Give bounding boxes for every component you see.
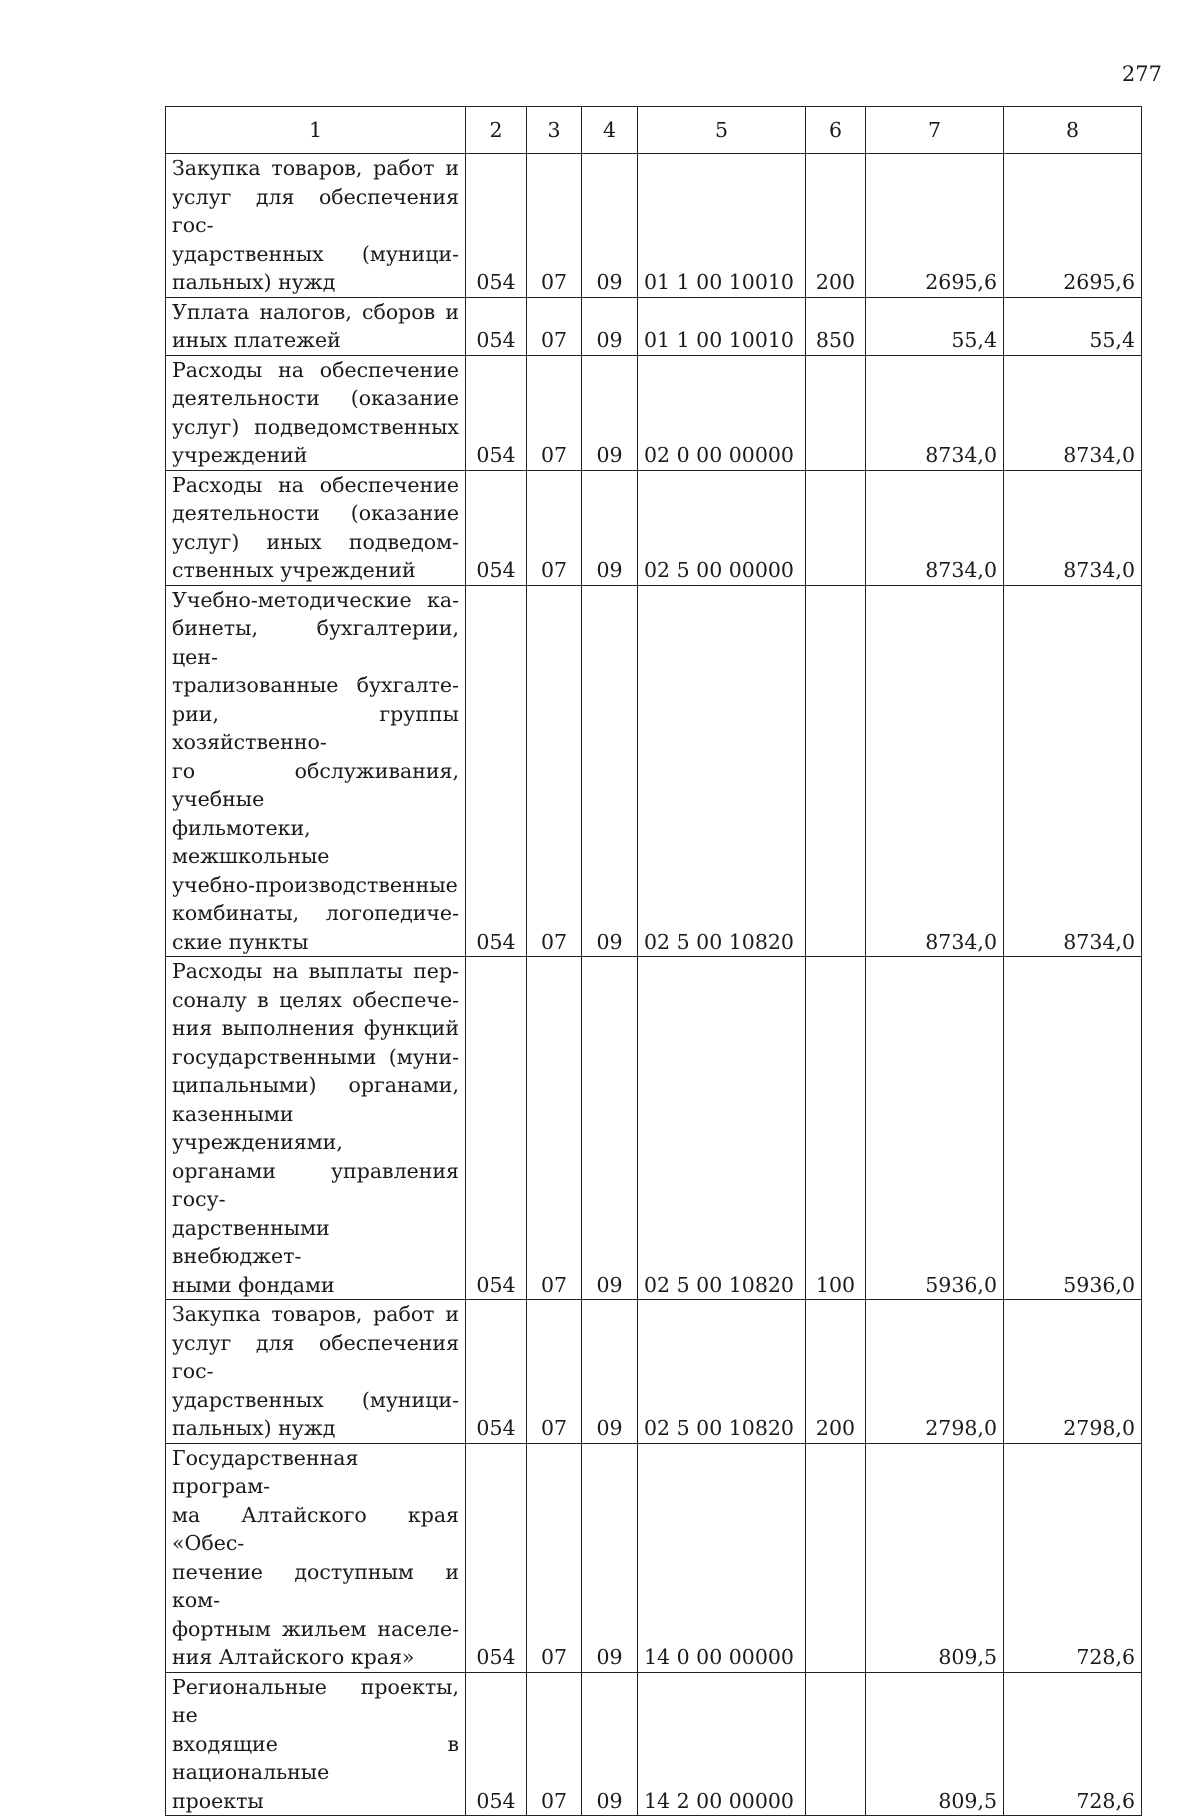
item-name-line: Расходы на выплаты пер- — [172, 959, 459, 983]
item-name-cell — [166, 1300, 466, 1444]
item-name-cell — [166, 1672, 466, 1816]
item-name-line: ципальными) органами, — [172, 1073, 459, 1097]
item-name-line: деятельности (оказание — [172, 501, 459, 525]
header-row — [166, 107, 1142, 154]
amount-col7-cell: 2695,6 — [866, 154, 1004, 298]
item-name-line: Расходы на обеспечение — [172, 357, 459, 382]
ministry-code-cell: 054 — [466, 957, 527, 1300]
target-article-cell: 02 5 00 10820 — [638, 957, 806, 1300]
item-name-line: трализованные бухгалте- — [172, 673, 459, 697]
item-name-line: Закупка товаров, работ и — [172, 1302, 459, 1326]
item-name-line: услуг для обеспечения гос- — [172, 1330, 459, 1383]
header-cell: 8 — [1004, 107, 1142, 154]
item-name-line: казенными учреждениями, — [172, 1101, 343, 1154]
ministry-code-cell: 054 — [466, 470, 527, 585]
item-name-line: Государственная програм- — [172, 1445, 359, 1498]
subsection-code-cell: 09 — [582, 355, 638, 470]
item-name-line: ными фондами — [172, 1272, 335, 1297]
item-name-line: услуг) иных подведом- — [172, 529, 459, 554]
amount-col8-cell: 5936,0 — [1004, 957, 1142, 1300]
item-name-line: ния Алтайского края» — [172, 1645, 415, 1669]
section-code-cell: 07 — [527, 154, 582, 298]
amount-col7-cell: 2798,0 — [866, 1300, 1004, 1444]
table-body — [166, 154, 1142, 1816]
item-name-line: го обслуживания, учебные — [172, 758, 459, 811]
item-name-line: Учебно-методические ка- — [172, 587, 459, 612]
item-name-cell — [166, 1443, 466, 1672]
item-name-line: Закупка товаров, работ и — [172, 156, 459, 180]
item-name-line: государственными (муни- — [172, 1044, 459, 1069]
header-cell: 2 — [466, 107, 527, 154]
item-name-line: услуг для обеспечения гос- — [172, 184, 459, 237]
target-article-cell: 02 5 00 10820 — [638, 585, 806, 957]
table-row — [166, 1672, 1142, 1816]
header-cell: 7 — [866, 107, 1004, 154]
item-name-cell — [166, 355, 466, 470]
target-article-cell: 02 5 00 10820 — [638, 1300, 806, 1444]
amount-col7-cell: 8734,0 — [866, 585, 1004, 957]
table-row — [166, 1443, 1142, 1672]
table-row — [166, 297, 1142, 355]
amount-col7-cell: 55,4 — [866, 297, 1004, 355]
item-name-line: комбинаты, логопедиче- — [172, 901, 459, 925]
subsection-code-cell: 09 — [582, 957, 638, 1300]
item-name-cell — [166, 585, 466, 957]
section-code-cell: 07 — [527, 1300, 582, 1444]
amount-col8-cell: 728,6 — [1004, 1672, 1142, 1816]
item-name-line: ственных учреждений — [172, 558, 416, 582]
item-name-line: ния выполнения функций — [172, 1016, 459, 1040]
item-name-line: входящие в национальные — [172, 1731, 459, 1784]
budget-table — [165, 106, 1142, 1816]
section-code-cell: 07 — [527, 297, 582, 355]
item-name-cell — [166, 470, 466, 585]
subsection-code-cell: 09 — [582, 470, 638, 585]
amount-col8-cell: 8734,0 — [1004, 470, 1142, 585]
subsection-code-cell: 09 — [582, 1672, 638, 1816]
amount-col7-cell: 8734,0 — [866, 470, 1004, 585]
expense-type-cell — [806, 1443, 866, 1672]
item-name-line: фортным жильем населе- — [172, 1616, 459, 1641]
item-name-cell — [166, 957, 466, 1300]
item-name-line: иных платежей — [172, 328, 341, 352]
subsection-code-cell: 09 — [582, 297, 638, 355]
item-name-line: проекты — [172, 1788, 264, 1813]
header-cell: 5 — [638, 107, 806, 154]
item-name-line: ударственных (муници- — [172, 241, 459, 266]
item-name-line: рии, группы хозяйственно- — [172, 701, 459, 754]
amount-col8-cell: 8734,0 — [1004, 355, 1142, 470]
subsection-code-cell: 09 — [582, 1300, 638, 1444]
header-cell: 1 — [166, 107, 466, 154]
subsection-code-cell: 09 — [582, 1443, 638, 1672]
ministry-code-cell: 054 — [466, 297, 527, 355]
item-name-line: соналу в целях обеспече- — [172, 987, 459, 1012]
target-article-cell: 01 1 00 10010 — [638, 154, 806, 298]
amount-col8-cell: 2798,0 — [1004, 1300, 1142, 1444]
table-row — [166, 154, 1142, 298]
table-row — [166, 470, 1142, 585]
target-article-cell: 14 2 00 00000 — [638, 1672, 806, 1816]
table-row — [166, 585, 1142, 957]
item-name-line: ударственных (муници- — [172, 1387, 459, 1412]
table-row — [166, 957, 1142, 1300]
section-code-cell: 07 — [527, 1443, 582, 1672]
section-code-cell: 07 — [527, 470, 582, 585]
ministry-code-cell: 054 — [466, 154, 527, 298]
item-name-line: бинеты, бухгалтерии, цен- — [172, 616, 459, 669]
table-row — [166, 355, 1142, 470]
ministry-code-cell: 054 — [466, 1672, 527, 1816]
page-number: 277 — [1121, 62, 1162, 86]
amount-col8-cell: 8734,0 — [1004, 585, 1142, 957]
amount-col7-cell: 5936,0 — [866, 957, 1004, 1300]
item-name-line: учреждений — [172, 443, 308, 467]
item-name-line: печение доступным и ком- — [172, 1559, 459, 1612]
header-cell: 6 — [806, 107, 866, 154]
expense-type-cell — [806, 355, 866, 470]
ministry-code-cell: 054 — [466, 585, 527, 957]
item-name-line: Расходы на обеспечение — [172, 472, 459, 497]
amount-col8-cell: 55,4 — [1004, 297, 1142, 355]
amount-col7-cell: 809,5 — [866, 1672, 1004, 1816]
item-name-line: фильмотеки, межшкольные — [172, 815, 330, 868]
subsection-code-cell: 09 — [582, 585, 638, 957]
item-name-line: деятельности (оказание — [172, 386, 459, 410]
amount-col7-cell: 8734,0 — [866, 355, 1004, 470]
target-article-cell: 14 0 00 00000 — [638, 1443, 806, 1672]
table-row — [166, 1300, 1142, 1444]
item-name-line: пальных) нужд — [172, 270, 336, 294]
subsection-code-cell: 09 — [582, 154, 638, 298]
item-name-cell — [166, 297, 466, 355]
amount-col7-cell: 809,5 — [866, 1443, 1004, 1672]
section-code-cell: 07 — [527, 585, 582, 957]
header-cell: 3 — [527, 107, 582, 154]
target-article-cell: 02 0 00 00000 — [638, 355, 806, 470]
amount-col8-cell: 2695,6 — [1004, 154, 1142, 298]
item-name-line: органами управления госу- — [172, 1158, 459, 1211]
amount-col8-cell: 728,6 — [1004, 1443, 1142, 1672]
item-name-cell — [166, 154, 466, 298]
section-code-cell: 07 — [527, 1672, 582, 1816]
item-name-line: Региональные проекты, не — [172, 1674, 459, 1727]
item-name-line: учебно-производственные — [172, 872, 458, 897]
ministry-code-cell: 054 — [466, 1443, 527, 1672]
item-name-line: дарственными внебюджет- — [172, 1215, 330, 1268]
item-name-line: пальных) нужд — [172, 1416, 336, 1440]
expense-type-cell: 200 — [806, 154, 866, 298]
expense-type-cell — [806, 585, 866, 957]
expense-type-cell: 850 — [806, 297, 866, 355]
target-article-cell: 01 1 00 10010 — [638, 297, 806, 355]
expense-type-cell — [806, 470, 866, 585]
expense-type-cell: 200 — [806, 1300, 866, 1444]
section-code-cell: 07 — [527, 957, 582, 1300]
expense-type-cell: 100 — [806, 957, 866, 1300]
expense-type-cell — [806, 1672, 866, 1816]
item-name-line: ма Алтайского края «Обес- — [172, 1502, 459, 1555]
header-cell: 4 — [582, 107, 638, 154]
target-article-cell: 02 5 00 00000 — [638, 470, 806, 585]
section-code-cell: 07 — [527, 355, 582, 470]
item-name-line: ские пункты — [172, 929, 309, 954]
item-name-line: Уплата налогов, сборов и — [172, 299, 459, 324]
item-name-line: услуг) подведомственных — [172, 414, 459, 439]
ministry-code-cell: 054 — [466, 355, 527, 470]
ministry-code-cell: 054 — [466, 1300, 527, 1444]
